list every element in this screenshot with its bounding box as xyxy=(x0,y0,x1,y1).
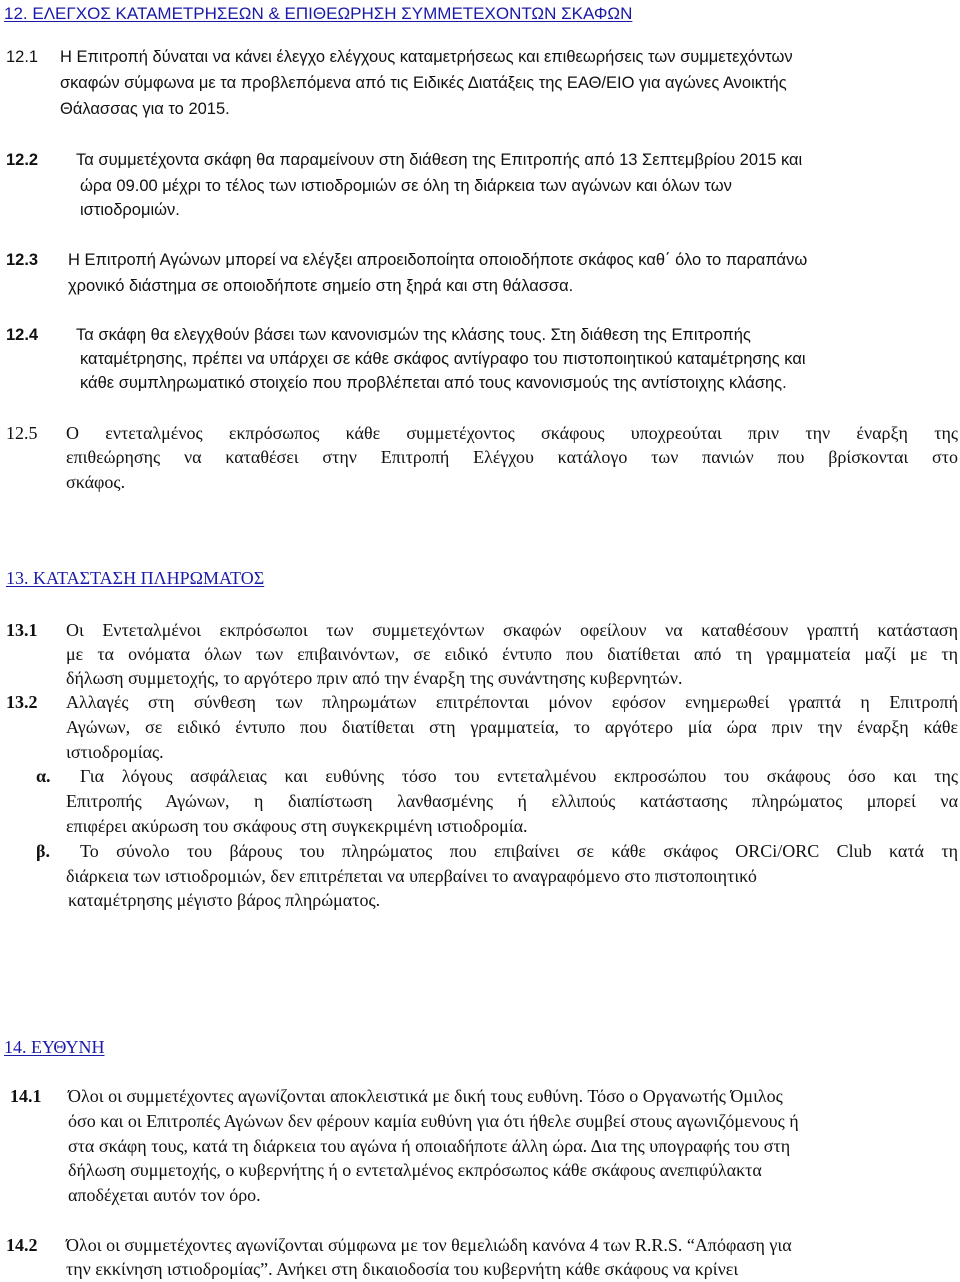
section-12-heading: 12. ΕΛΕΓΧΟΣ ΚΑΤΑΜΕΤΡΗΣΕΩΝ & ΕΠΙΘΕΩΡΗΣΗ ΣΥΜΜΕΤΕΧΟΝΤΩΝ ΣΚΑΦΩΝ xyxy=(4,4,633,23)
item-number: 12.3 xyxy=(6,251,39,269)
text-line: διάρκεια των ιστιοδρομιών, δεν επιτρέπεται να υπερβαίνει το αναγραφόμενο στο πιστοποιητικό xyxy=(66,866,757,886)
item-letter: α. xyxy=(36,766,51,786)
text-line: Όλοι οι συμμετέχοντες αγωνίζονται αποκλειστικά με δική τους ευθύνη. Τόσο ο Οργανωτής Όμιλος xyxy=(68,1086,783,1106)
text-line: Οι Εντεταλμένοι εκπρόσωποι των συμμετεχόντων σκαφών οφείλουν να καταθέσουν γραπτή κατάσταση xyxy=(66,620,958,640)
text-line: αποδέχεται αυτόν τον όρο. xyxy=(68,1185,261,1205)
text-line: με τα ονόματα όλων των επιβαινόντων, σε ειδικό έντυπο που διατίθεται από τη γραμματεία μαζί με τη xyxy=(66,644,958,664)
item-number: 13.2 xyxy=(6,692,38,712)
text-line: καταμέτρησης μέγιστο βάρος πληρώματος. xyxy=(68,890,381,910)
text-line: Τα συμμετέχοντα σκάφη θα παραμείνουν στη διάθεση της Επιτροπής από 13 Σεπτεμβρίου 2015 και xyxy=(76,151,803,169)
item-letter: β. xyxy=(36,841,50,861)
section-14-heading: 14. ΕΥΘΥΝΗ xyxy=(4,1037,105,1057)
text-line: δήλωση συμμετοχής, ο κυβερνήτης ή ο εντεταλμένος εκπρόσωπος κάθε σκάφους ανεπιφύλακτα xyxy=(68,1160,762,1180)
text-line: σκαφών σύμφωνα με τα προβλεπόμενα από τις Ειδικές Διατάξεις της ΕΑΘ/ΕΙΟ για αγώνες Ανοικτής xyxy=(60,74,787,92)
text-line: καταμέτρησης, πρέπει να υπάρχει σε κάθε σκάφος αντίγραφο του πιστοποιητικού καταμέτρησης και xyxy=(80,350,806,368)
text-line: Ο εντεταλμένος εκπρόσωπος κάθε συμμετέχοντος σκάφους υποχρεούται πριν την έναρξη της xyxy=(66,423,958,443)
text-line: όσο και οι Επιτροπές Αγώνων δεν φέρουν καμία ευθύνη για ότι ήθελε συμβεί στους αγωνιζόμενους ή xyxy=(68,1111,799,1131)
text-line: σκάφος. xyxy=(66,472,126,492)
text-line: Για λόγους ασφάλειας και ευθύνης τόσο του εντεταλμένου εκπροσώπου του σκάφους όσο και της xyxy=(80,766,958,786)
item-number: 12.1 xyxy=(6,48,39,66)
text-line: Το σύνολο του βάρους του πληρώματος που επιβαίνει σε κάθε σκάφος ORCi/ORC Club κατά τη xyxy=(80,841,958,861)
text-line: επιφέρει ακύρωση του σκάφους στη συγκεκριμένη ιστιοδρομία. xyxy=(66,816,528,836)
item-number: 14.1 xyxy=(10,1086,42,1106)
text-line: χρονικό διάστημα σε οποιοδήποτε σημείο στη ξηρά και στη θάλασσα. xyxy=(68,277,574,295)
text-line: κάθε συμπληρωματικό στοιχείο που προβλέπεται από τους κανονισμούς της αντίστοιχης κλάσης. xyxy=(80,374,787,392)
text-line: ιστιοδρομιών. xyxy=(80,201,180,219)
text-line: Η Επιτροπή Αγώνων μπορεί να ελέγξει απροειδοποίητα οποιοδήποτε σκάφος καθ΄ όλο το παραπάνω xyxy=(68,251,808,269)
text-line: Αλλαγές στη σύνθεση των πληρωμάτων επιτρέπονται μόνον εφόσον ενημερωθεί γραπτά η Επιτροπή xyxy=(66,692,958,712)
text-line: Θάλασσας για το 2015. xyxy=(60,100,230,118)
text-line: Η Επιτροπή δύναται να κάνει έλεγχο ελέγχους καταμετρήσεως και επιθεωρήσεις των συμμετεχόντων xyxy=(60,48,793,66)
text-line: επιθεώρησης να καταθέσει στην Επιτροπή Ελέγχου κατάλογο των πανιών που βρίσκονται στο xyxy=(66,447,958,467)
text-line: στα σκάφη τους, κατά τη διάρκεια του αγώνα ή οποιαδήποτε άλλη ώρα. Δια της υπογραφής του στη xyxy=(68,1136,791,1156)
section-13-heading: 13. ΚΑΤΑΣΤΑΣΗ ΠΛΗΡΩΜΑΤΟΣ xyxy=(6,568,265,588)
text-line: Τα σκάφη θα ελεγχθούν βάσει των κανονισμών της κλάσης τους. Στη διάθεση της Επιτροπής xyxy=(76,326,751,344)
text-line: Επιτροπής Αγώνων, η διαπίστωση λανθασμένης ή ελλιπούς κατάστασης πληρώματος μπορεί να xyxy=(66,791,958,811)
item-number: 14.2 xyxy=(6,1235,38,1255)
text-line: ιστιοδρομίας. xyxy=(66,742,164,762)
item-number: 13.1 xyxy=(6,620,38,640)
item-number: 12.2 xyxy=(6,151,39,169)
text-line: ώρα 09.00 μέχρι το τέλος των ιστιοδρομιών σε όλη τη διάρκεια των αγώνων και όλων των xyxy=(80,177,732,195)
item-number: 12.5 xyxy=(6,423,38,443)
text-line: Αγώνων, σε ειδικό έντυπο που διατίθεται στη γραμματεία, το αργότερο μία ώρα πριν την έναρξη κάθε xyxy=(66,717,958,737)
text-line: δήλωση συμμετοχής, το αργότερο πριν από την έναρξη της συνάντησης κυβερνητών. xyxy=(66,668,683,688)
text-line: Όλοι οι συμμετέχοντες αγωνίζονται σύμφωνα με τον θεμελιώδη κανόνα 4 των R.R.S. “Απόφαση για xyxy=(66,1235,792,1255)
text-line: την εκκίνηση ιστιοδρομίας”. Ανήκει στη δικαιοδοσία του κυβερνήτη κάθε σκάφους να κρίνει xyxy=(66,1259,739,1279)
item-number: 12.4 xyxy=(6,326,39,344)
